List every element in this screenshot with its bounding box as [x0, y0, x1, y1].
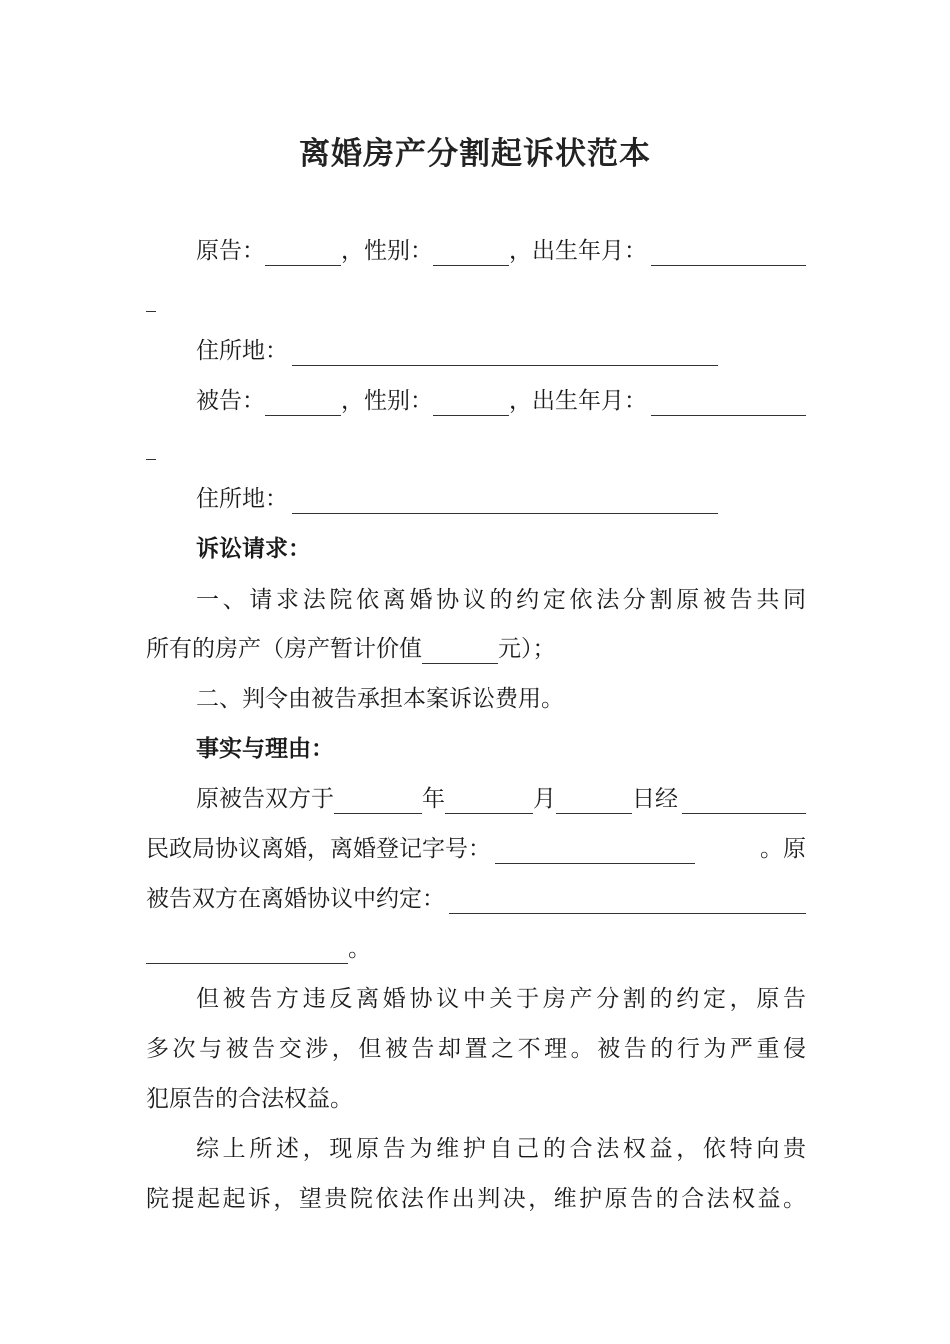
facts-para-3-line-2: 院提起起诉，望贵院依法作出判决，维护原告的合法权益。: [146, 1186, 806, 1212]
plaintiff-gender-blank: [433, 241, 509, 266]
defendant-gender-label: ，性别：: [341, 388, 433, 414]
claim-item-1-line-2: [146, 634, 806, 664]
month-blank: [445, 789, 533, 814]
facts-para-2-line-1: 但被告方违反离婚协议中关于房产分割的约定，原告: [196, 986, 806, 1012]
agreement-terms-blank: [449, 889, 806, 914]
plaintiff-birth-blank: [651, 241, 806, 266]
plaintiff-label: 原告：: [196, 238, 265, 264]
document-title: 离婚房产分割起诉状范本: [299, 136, 651, 172]
facts-para-1-line-1: [196, 784, 806, 814]
facts-line-4-end: 。: [348, 936, 371, 962]
registration-number-blank: [495, 839, 695, 864]
defendant-address-blank: [292, 489, 718, 514]
property-value-blank: [422, 639, 498, 664]
defendant-address-line: [196, 484, 718, 514]
defendant-info-line: [196, 386, 806, 416]
year-blank: [334, 789, 422, 814]
day-label: 日经: [632, 786, 678, 812]
defendant-name-blank: [265, 391, 341, 416]
registration-label: 民政局协议离婚，离婚登记字号：: [146, 836, 491, 862]
claim-item-1-unit: 元）；: [498, 636, 556, 662]
plaintiff-address-line: [196, 336, 718, 366]
facts-para-3-line-1: 综上所述，现原告为维护自己的合法权益，依特向贵: [196, 1136, 806, 1162]
month-label: 月: [533, 786, 556, 812]
defendant-label: 被告：: [196, 388, 265, 414]
defendant-birth-label: ，出生年月：: [509, 388, 647, 414]
facts-para-2-line-2: 多次与被告交涉，但被告却置之不理。被告的行为严重侵: [146, 1036, 806, 1062]
facts-heading: 事实与理由：: [196, 736, 334, 762]
facts-intro-text: 原被告双方于: [196, 786, 334, 812]
defendant-birth-blank: [651, 391, 806, 416]
facts-para-2-line-3: 犯原告的合法权益。: [146, 1086, 353, 1112]
claims-heading: 诉讼请求：: [196, 536, 311, 562]
plaintiff-info-line: [196, 236, 806, 266]
year-label: 年: [422, 786, 445, 812]
claim-item-1-text: 所有的房产（房产暂计价值: [146, 636, 422, 662]
day-blank: [556, 789, 632, 814]
facts-para-1-line-4: [146, 934, 806, 964]
facts-line-2-end: 。原: [760, 836, 806, 862]
bureau-blank: [682, 789, 806, 814]
plaintiff-birth-label: ，出生年月：: [509, 238, 647, 264]
plaintiff-address-blank: [292, 341, 718, 366]
defendant-address-label: 住所地：: [196, 486, 288, 512]
facts-para-1-line-3: [146, 884, 806, 914]
plaintiff-name-blank: [265, 241, 341, 266]
plaintiff-gender-label: ，性别：: [341, 238, 433, 264]
agreement-terms-blank-continued: [146, 939, 348, 964]
claim-item-2: 二、判令由被告承担本案诉讼费用。: [196, 686, 564, 712]
claim-item-1-line-1: 一、请求法院依离婚协议的约定依法分割原被告共同: [196, 587, 806, 613]
plaintiff-birth-blank-continued: [146, 311, 156, 312]
defendant-birth-blank-continued: [146, 459, 156, 460]
defendant-gender-blank: [433, 391, 509, 416]
plaintiff-address-label: 住所地：: [196, 338, 288, 364]
facts-para-1-line-2: [146, 834, 806, 864]
agreement-label: 被告双方在离婚协议中约定：: [146, 886, 445, 912]
